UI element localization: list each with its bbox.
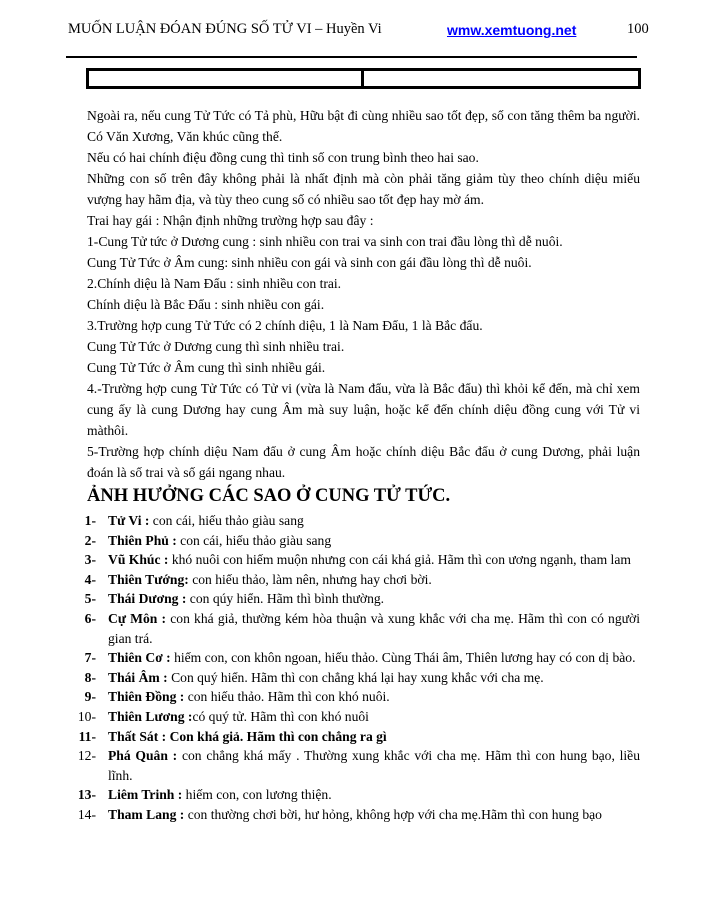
header-divider bbox=[66, 56, 637, 58]
paragraph: Cung Tử Tức ở Dương cung thì sinh nhiều trai. bbox=[87, 339, 345, 354]
section-heading: ẢNH HƯỞNG CÁC SAO Ở CUNG TỬ TỨC. bbox=[87, 486, 451, 506]
star-name: Thiên Đồng : bbox=[108, 689, 188, 705]
star-description: con hiếu thảo, làm nên, nhưng hay chơi bời. bbox=[192, 571, 432, 587]
paragraph: 5-Trường hợp chính diệu Nam đẩu ở cung Âm hoặc chính diệu Bắc đẩu ở cung Dương, phải luận đoán là số trai và số gái ngang nhau. bbox=[87, 444, 640, 480]
table-cell-right bbox=[364, 71, 638, 86]
list-item bbox=[60, 589, 640, 609]
list-item-text bbox=[108, 511, 640, 531]
list-item-number: 8- bbox=[84, 669, 96, 685]
star-description: hiếm con, con khôn ngoan, hiếu thảo. Cùng Thái âm, Thiên lương hay có con dị bào. bbox=[174, 650, 636, 666]
paragraph: Những con số trên đây không phải là nhất định mà còn phải tăng giảm tùy theo chính diệu miếu vượng hay hãm địa, và tùy theo cung số có nhiều sao tốt đẹp hay mờ ám. bbox=[87, 171, 640, 207]
star-description: con qúy hiển. Hãm thì bình thường. bbox=[189, 591, 385, 607]
list-item-number: 1- bbox=[84, 513, 96, 528]
star-description: con chẳng khá mấy . Thường xung khắc với cha mẹ. Hãm thì con hung bạo, liều lĩnh. bbox=[108, 748, 641, 783]
list-item-number: 6- bbox=[84, 610, 96, 626]
list-item-text bbox=[108, 609, 640, 648]
star-description: có quý tử. Hãm thì con khó nuôi bbox=[192, 708, 369, 724]
list-item-text bbox=[108, 707, 640, 727]
list-item-number: 12- bbox=[77, 748, 96, 764]
star-description: Con quý hiển. Hãm thì con chẳng khá lại hay xung khắc với cha mẹ. bbox=[171, 669, 544, 685]
star-description: hiếm con, con lương thiện. bbox=[185, 787, 332, 803]
list-item-text bbox=[108, 668, 640, 688]
star-description: con cái, hiếu thảo giàu sang bbox=[152, 513, 304, 528]
list-item bbox=[60, 805, 640, 825]
star-name: Tham Lang : bbox=[108, 806, 188, 822]
list-item-text bbox=[108, 746, 640, 785]
star-list bbox=[60, 511, 640, 825]
star-name: Tử Vi : bbox=[108, 513, 153, 528]
list-item-number: 13- bbox=[77, 787, 96, 803]
empty-table bbox=[86, 68, 641, 89]
star-name: Thiên Lương : bbox=[108, 708, 193, 724]
list-item-text bbox=[108, 727, 640, 747]
list-item bbox=[60, 785, 640, 805]
list-item bbox=[60, 609, 640, 648]
list-item-number: 14- bbox=[77, 806, 96, 822]
list-item-text bbox=[108, 550, 640, 570]
list-item bbox=[60, 727, 640, 747]
star-name: Thất Sát : bbox=[108, 728, 170, 744]
list-item bbox=[60, 570, 640, 590]
list-item bbox=[60, 746, 640, 785]
paragraph: 2.Chính diệu là Nam Đẩu : sinh nhiều con trai. bbox=[87, 276, 342, 291]
star-description: con cái, hiếu thảo giàu sang bbox=[180, 532, 332, 548]
list-item-text bbox=[108, 687, 640, 707]
star-name: Thiên Cơ : bbox=[108, 650, 175, 666]
list-item-text bbox=[108, 531, 640, 551]
star-description: khó nuôi con hiếm muộn nhưng con cái khá giả. Hãm thì con ương ngạnh, tham lam bbox=[171, 552, 631, 568]
paragraph: Trai hay gái : Nhận định những trường hợp sau đây : bbox=[87, 213, 374, 228]
star-name: Thiên Tướng: bbox=[108, 571, 193, 587]
list-item bbox=[60, 668, 640, 688]
list-item-text bbox=[108, 648, 640, 668]
list-item-number: 3- bbox=[84, 552, 96, 568]
page-title: MUỐN LUẬN ĐÓAN ĐÚNG SỐ TỬ VI – Huyền Vi bbox=[68, 21, 382, 37]
table-cell-left bbox=[89, 71, 364, 86]
star-name: Thái Âm : bbox=[108, 669, 172, 685]
star-name: Phá Quân : bbox=[108, 748, 182, 764]
list-item bbox=[60, 707, 640, 727]
list-item bbox=[60, 550, 640, 570]
list-item-text bbox=[108, 785, 640, 805]
list-item bbox=[60, 511, 640, 531]
list-item-text bbox=[108, 589, 640, 609]
paragraph: Ngoài ra, nếu cung Tử Tức có Tả phù, Hữu bật đi cùng nhiều sao tốt đẹp, số con tăng thêm ba người. Có Văn Xương, Văn khúc cũng thế. bbox=[87, 108, 640, 144]
list-item-number: 5- bbox=[84, 591, 96, 607]
list-item-number: 7- bbox=[84, 650, 96, 666]
website-link[interactable]: wmw.xemtuong.net bbox=[447, 22, 577, 38]
star-description: con hiếu thảo. Hãm thì con khó nuôi. bbox=[187, 689, 390, 705]
paragraph: Cung Tử Tức ở Âm cung: sinh nhiều con gái và sinh con gái đầu lòng thì dễ nuôi. bbox=[87, 255, 532, 270]
star-description: con thường chơi bời, hư hỏng, không hợp với cha mẹ.Hãm thì con hung bạo bbox=[187, 806, 602, 822]
list-item bbox=[60, 531, 640, 551]
paragraph: Nếu có hai chính điệu đồng cung thì tinh số con trung bình theo hai sao. bbox=[87, 150, 479, 165]
star-name: Thái Dương : bbox=[108, 591, 190, 607]
list-item-number: 4- bbox=[84, 571, 96, 587]
star-name: Vũ Khúc : bbox=[108, 552, 172, 568]
star-name: Thiên Phủ : bbox=[108, 532, 181, 548]
list-item bbox=[60, 687, 640, 707]
list-item-number: 10- bbox=[77, 708, 96, 724]
list-item-number: 2- bbox=[84, 532, 96, 548]
paragraph: 1-Cung Tử tức ở Dương cung : sinh nhiều con trai va sinh con trai đầu lòng thì dễ nuôi. bbox=[87, 234, 563, 249]
paragraph: 3.Trường hợp cung Tử Tức có 2 chính diệu, 1 là Nam Đẩu, 1 là Bắc đẩu. bbox=[87, 318, 483, 333]
star-name: Cự Môn : bbox=[108, 610, 171, 626]
star-description: Con khá giả. Hãm thì con chẳng ra gì bbox=[169, 728, 387, 744]
list-item-text bbox=[108, 805, 640, 825]
star-name: Liêm Trinh : bbox=[108, 787, 186, 803]
list-item-text bbox=[108, 570, 640, 590]
paragraph-block bbox=[60, 105, 640, 483]
list-item-number: 11- bbox=[78, 728, 96, 744]
star-description: con khá giả, thường kém hòa thuận và xung khắc với cha mẹ. Hãm thì con có người gian trá. bbox=[108, 610, 640, 646]
list-item-number: 9- bbox=[84, 689, 96, 705]
paragraph: 4.-Trường hợp cung Tử Tức có Tử vi (vừa là Nam đẩu, vừa là Bắc đẩu) thì khỏi kể đến, mà chỉ xem cung ấy là cung Dương hay cung Âm mà suy luận, hoặc kể đến chính diệu đồng cung với Tử vi màthôi. bbox=[87, 381, 640, 438]
paragraph: Chính diệu là Bắc Đẩu : sinh nhiều con gái. bbox=[87, 297, 325, 312]
list-item bbox=[60, 648, 640, 668]
body-content bbox=[60, 105, 640, 825]
paragraph: Cung Tử Tức ở Âm cung thì sinh nhiều gái. bbox=[87, 360, 326, 375]
page-number: 100 bbox=[627, 21, 649, 37]
